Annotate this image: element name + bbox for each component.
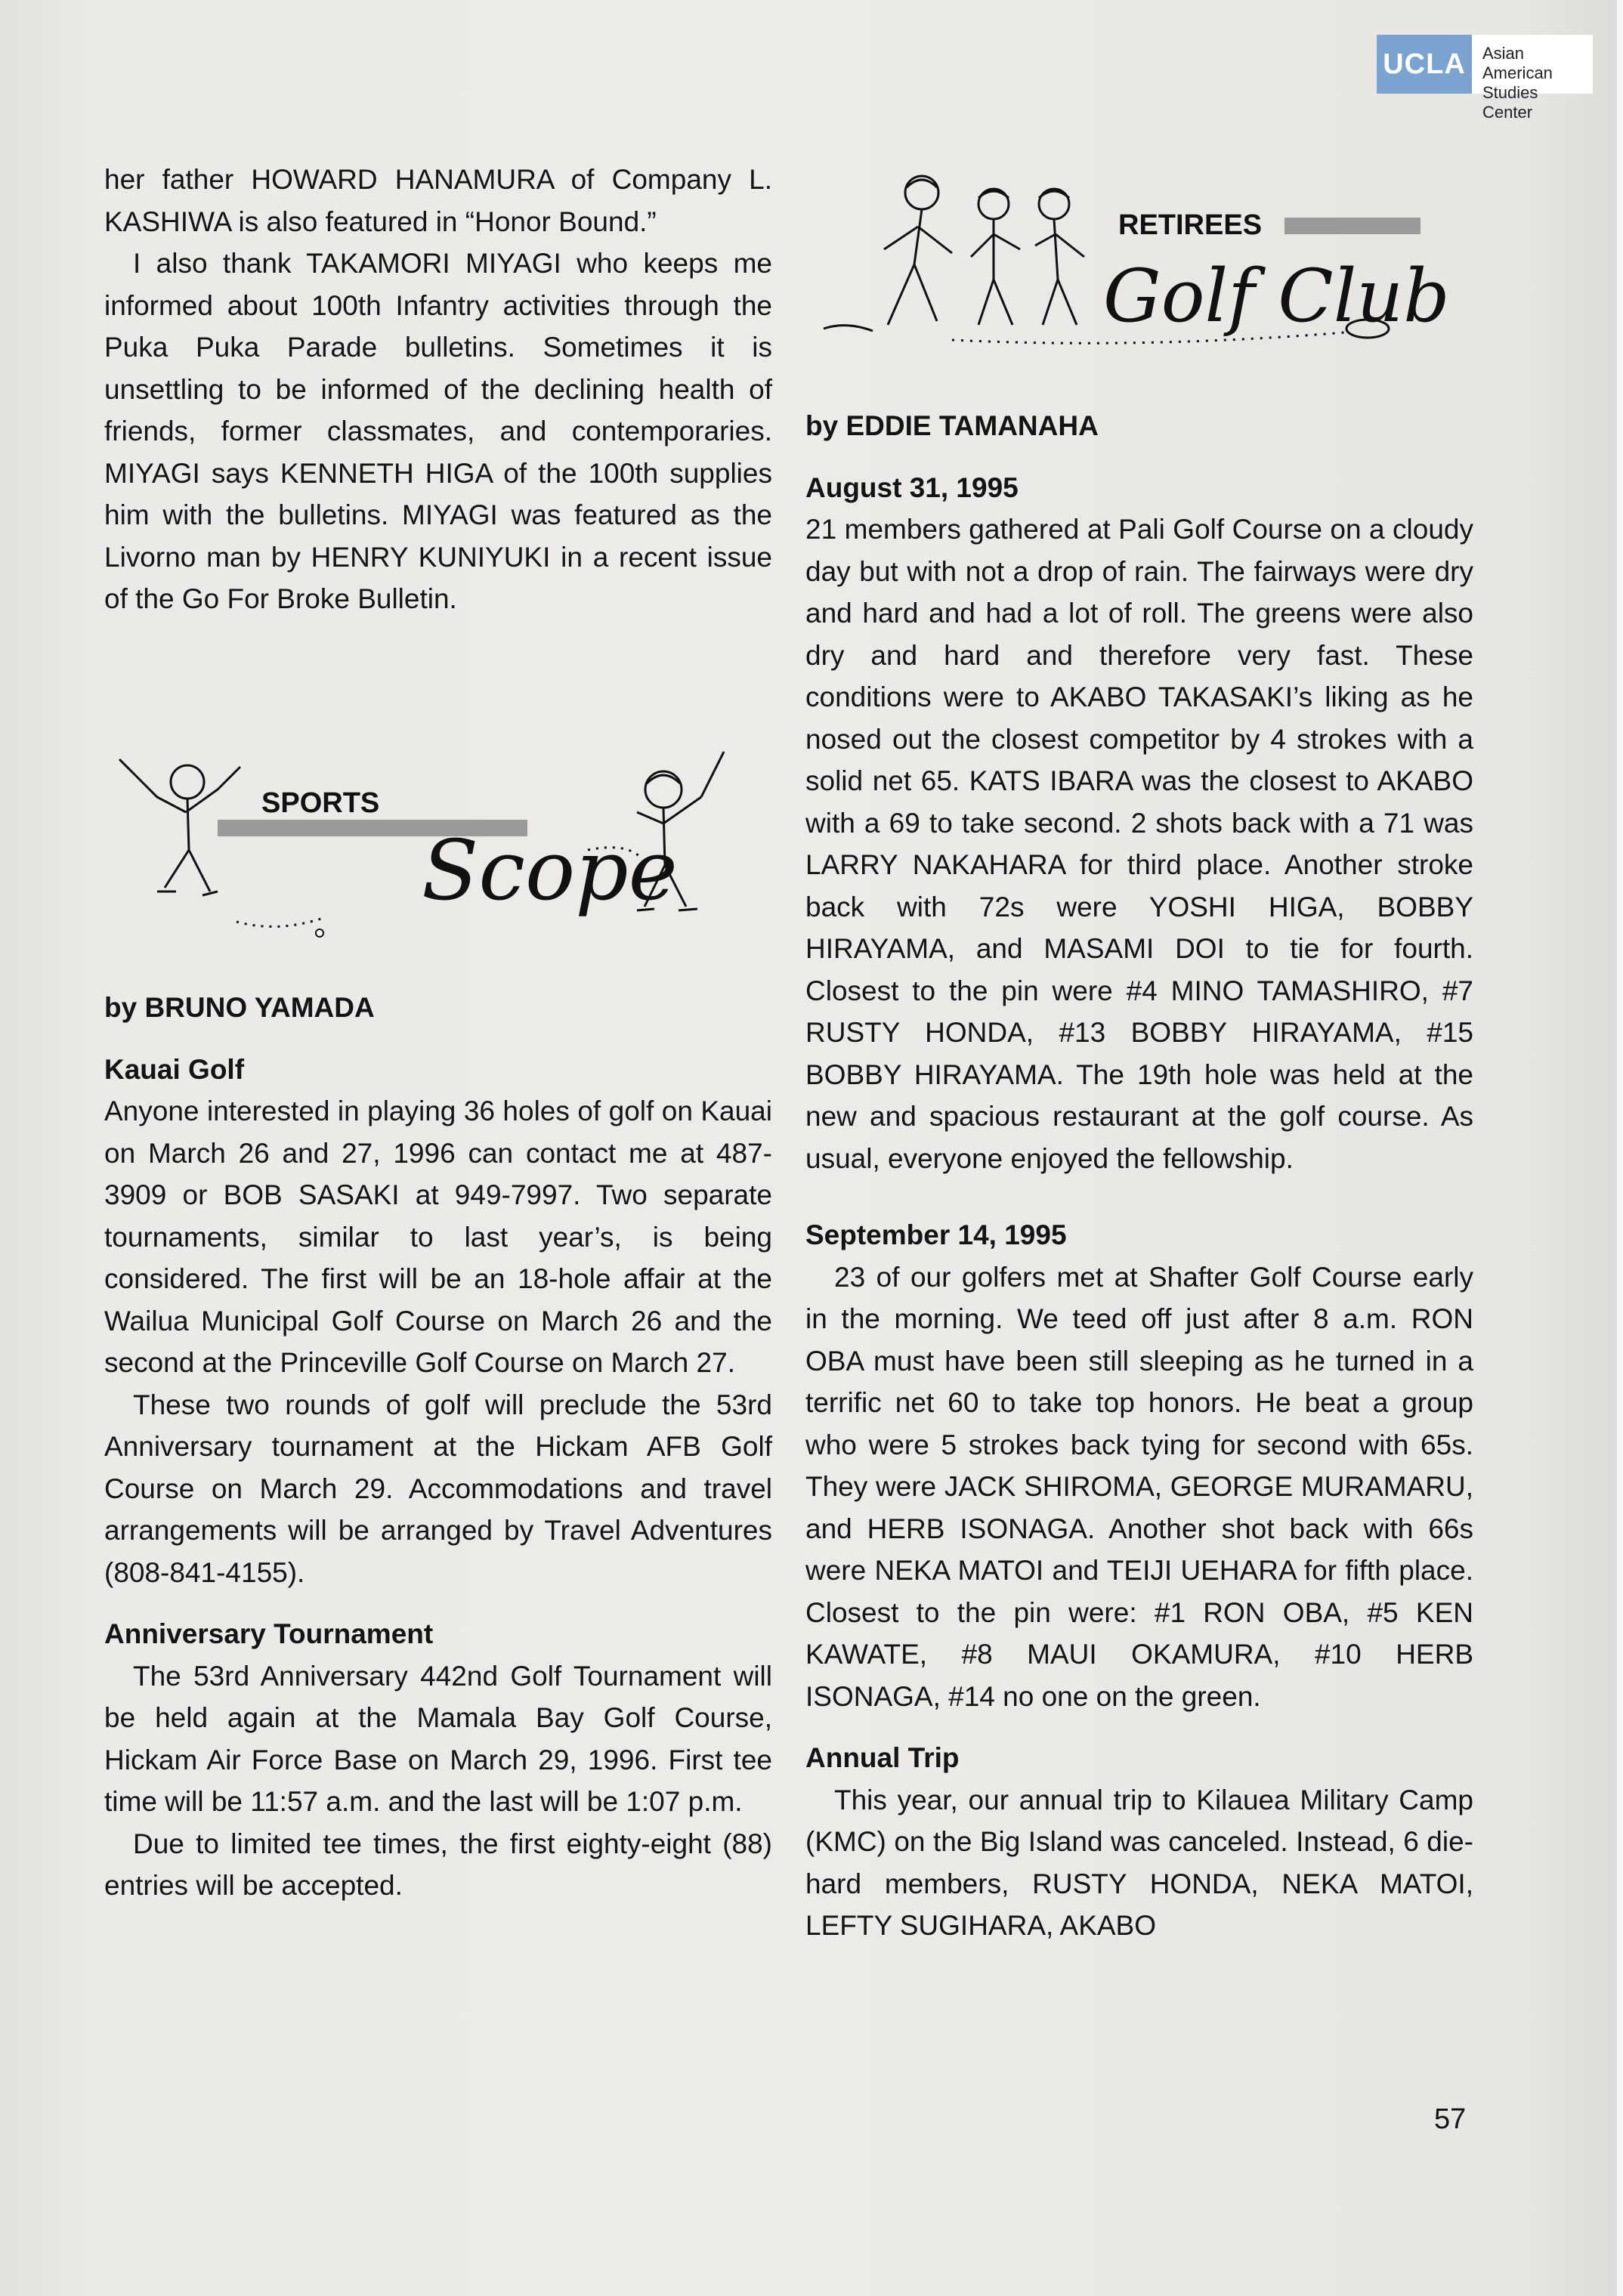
ucla-logo: UCLA xyxy=(1377,35,1472,94)
heading-annual-trip: Annual Trip xyxy=(805,1742,960,1773)
retirees-bar-shading-fill xyxy=(1284,218,1421,234)
heading-august-31: August 31, 1995 xyxy=(805,471,1019,503)
page-edge xyxy=(1617,0,1623,2296)
golf-ball-icon xyxy=(316,929,323,937)
paragraph-preclude: These two rounds of golf will preclude the 53rd Anniversary tournament at the Hickam AFB Golf Course on March 29. Accommodations and travel arrangements will be arranged by Travel Adventures (808-841-4155). xyxy=(104,1389,772,1588)
paragraph-september-14: 23 of our golfers met at Shafter Golf Course early in the morning. We teed off just after 8 a.m. RON OBA must have been still sleeping as he turned in a terrific net 60 to take top honors. He beat a group who were 5 strokes back tying for second with 65s. They were JACK SHIROMA, GEORGE MURAMARU, and HERB ISONAGA. Another shot back with 66s were NEKA MATOI and TEIJI UEHARA for fifth place. Closest to the pin were: #1 RON OBA, #5 KEN KAWATE, #8 MAUI OKAMURA, #10 HERB ISONAGA, #14 no one on the green. xyxy=(805,1261,1473,1712)
paragraph-honor-bound: her father HOWARD HANAMURA of Company L. KASHIWA is also featured in “Honor Bound.” xyxy=(104,164,772,237)
paragraph-anniversary: The 53rd Anniversary 442nd Golf Tournament will be held again at the Mamala Bay Golf Course, Hickam Air Force Base on March 29, 1996. First tee time will be 11:57 a.m. and the last will be 1:07 p.m. xyxy=(104,1660,772,1817)
sports-logo-word: SPORTS xyxy=(261,787,380,819)
paragraph-annual-trip: This year, our annual trip to Kilauea Military Camp (KMC) on the Big Island was canceled. Instead, 6 die-hard members, RUSTY HONDA, NEKA MATOI, LEFTY SUGIHARA, AKABO xyxy=(805,1784,1473,1941)
heading-september-14: September 14, 1995 xyxy=(805,1219,1067,1250)
left-column-bottom xyxy=(104,987,772,1907)
heading-anniversary-tournament: Anniversary Tournament xyxy=(104,1618,434,1649)
badge-center-label xyxy=(1472,35,1593,122)
retirees-golf-club-logo xyxy=(801,151,1481,370)
badge-line-2: Studies Center xyxy=(1482,83,1538,122)
golf-club-logo-word: Golf Club xyxy=(1103,254,1450,338)
retirees-logo-word: RETIREES xyxy=(1118,209,1263,241)
left-column-top xyxy=(104,159,772,620)
ucla-aasc-badge xyxy=(1377,35,1593,122)
byline-bruno-yamada: by BRUNO YAMADA xyxy=(104,992,375,1023)
heading-kauai-golf: Kauai Golf xyxy=(104,1053,245,1085)
badge-line-1: Asian American xyxy=(1482,44,1553,82)
paragraph-miyagi: I also thank TAKAMORI MIYAGI who keeps me informed about 100th Infantry activities through the Puka Puka Parade bulletins. Sometimes it is unsettling to be informed of the declining health of friends, former classmates, and contemporaries. MIYAGI says KENNETH HIGA of the 100th supplies him with the bulletins. MIYAGI was featured as the Livorno man by HENRY KUNIYUKI in a recent issue of the Go For Broke Bulletin. xyxy=(104,248,772,614)
paragraph-august-31: 21 members gathered at Pali Golf Course on a cloudy day but with not a drop of rain. The fairways were dry and hard and had a lot of roll. The greens were also dry and hard and therefore very fast. These conditions were to AKABO TAKASAKI’s liking as he nosed out the closest competitor by 4 strokes with a solid net 65. KATS IBARA was the closest to AKABO with a 69 to take second. 2 shots back with a 71 was LARRY NAKAHARA for third place. Another stroke back with 72s were YOSHI HIGA, BOBBY HIRAYAMA, and MASAMI DOI to tie for fourth. Closest to the pin were #4 MINO TAMASHIRO, #7 RUSTY HONDA, #13 BOBBY HIRAYAMA, #15 BOBBY HIRAYAMA. The 19th hole was held at the new and spacious restaurant at the golf course. As usual, everyone enjoyed the fellowship. xyxy=(805,514,1473,1174)
paragraph-kauai-golf: Anyone interested in playing 36 holes of golf on Kauai on March 26 and 27, 1996 can contact me at 487-3909 or BOB SASAKI at 949-7997. Two separate tournaments, similar to last year’s, is being considered. The first will be an 18-hole affair at the Wailua Municipal Golf Course on March 26 and the second at the Princeville Golf Course on March 27. xyxy=(104,1095,772,1378)
scope-logo-word: Scope xyxy=(422,822,678,919)
right-column xyxy=(805,405,1473,1947)
page-number: 57 xyxy=(1434,2103,1467,2135)
golfers-group-illustration-icon xyxy=(824,176,1084,331)
byline-eddie-tamanaha: by EDDIE TAMANAHA xyxy=(805,410,1099,441)
ball-path-dots xyxy=(236,918,323,926)
paragraph-limited-tee-times: Due to limited tee times, the first eighty-eight (88) entries will be accepted. xyxy=(104,1828,772,1901)
sports-scope-logo xyxy=(104,737,769,956)
